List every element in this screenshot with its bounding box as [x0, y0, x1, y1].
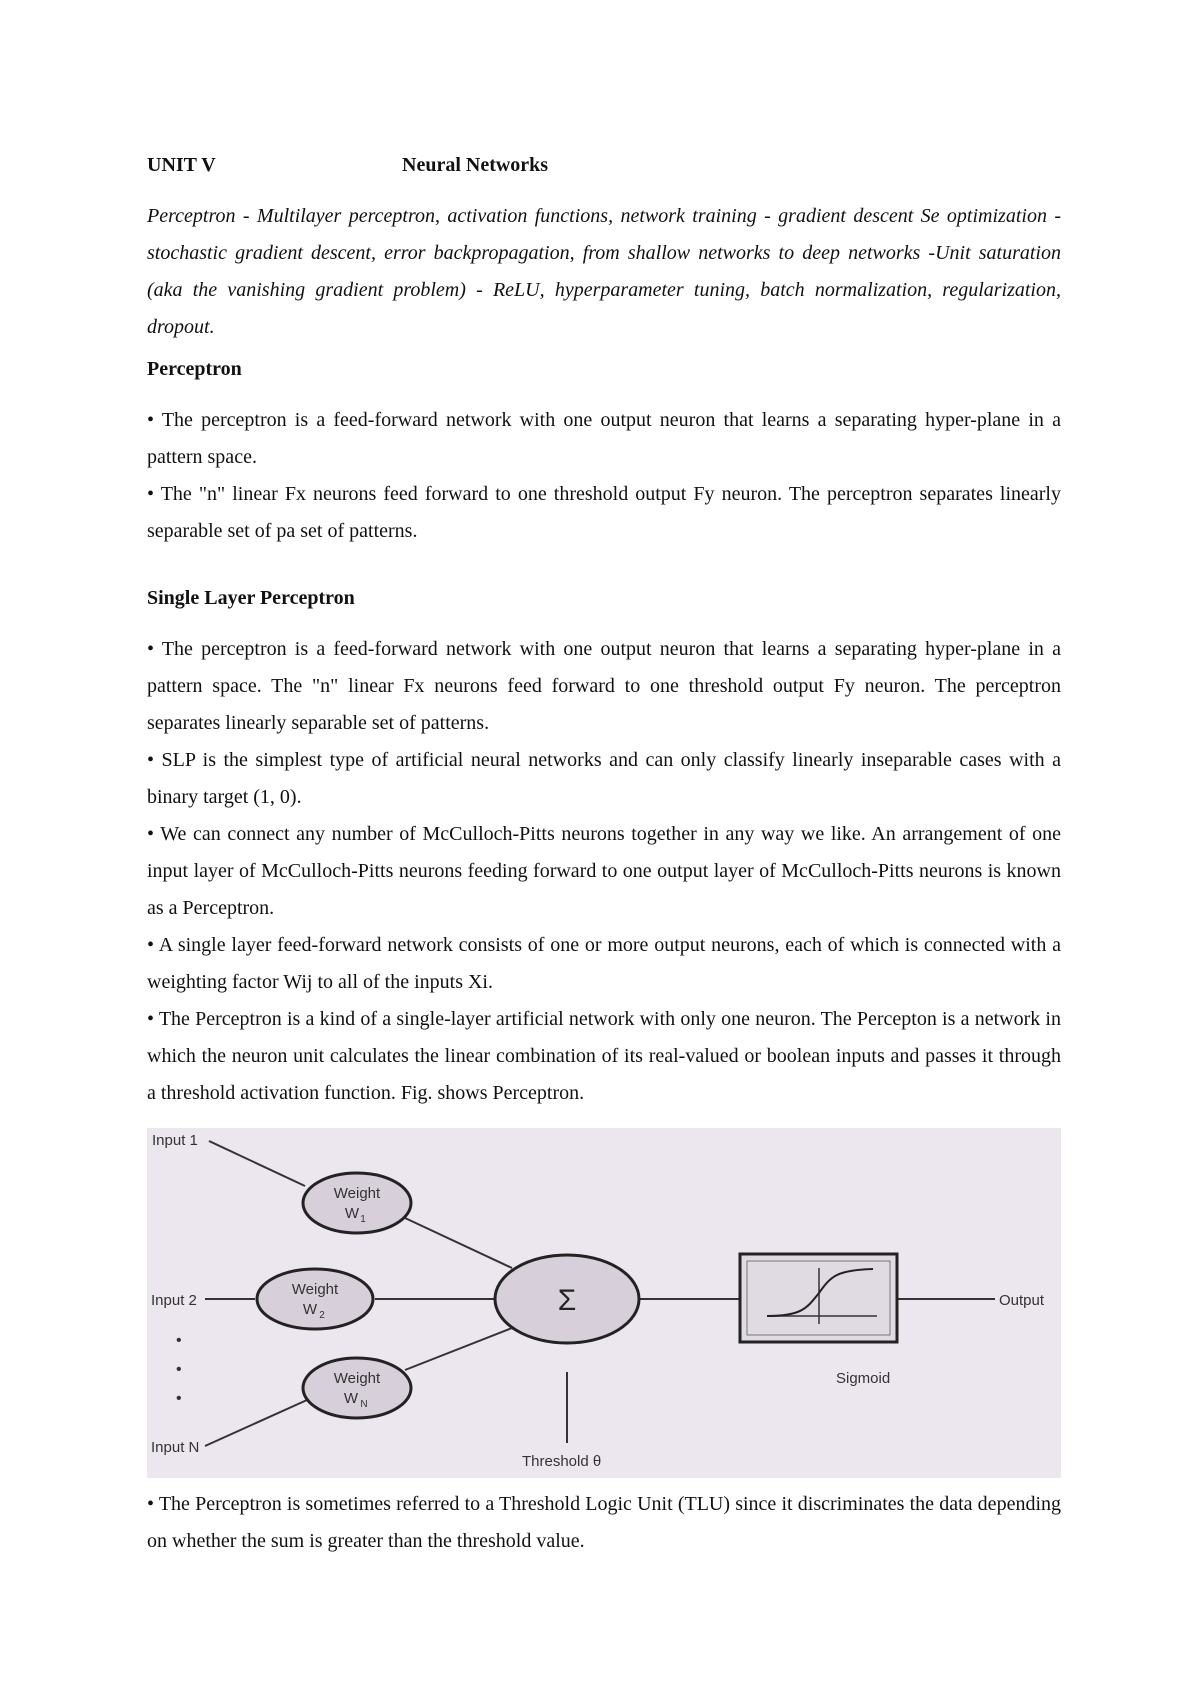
edge-input1-weight1: [209, 1141, 305, 1186]
slp-bullet: • The Perceptron is a kind of a single-layer artificial network with only one neuron. The Percepton is a network in which the neuron unit calculates the linear combination of its real-valued or boolean inputs and passes it through a threshold activation function. Fig. shows Perceptron.: [147, 1008, 1061, 1104]
perceptron-diagram: [147, 1128, 1061, 1478]
weight-symbol: W: [344, 1205, 360, 1222]
syllabus-abstract: Perceptron - Multilayer perceptron, activation functions, network training - gradient descent Se optimization - stochastic gradient descent, error backpropagation, from shallow networks to deep networks -Unit saturation (aka the vanishing gradient problem) - ReLU, hyperparameter tuning, batch normalization, regularization, dropout.: [147, 205, 1061, 338]
edge-inputn-weightn: [205, 1400, 307, 1446]
sigmoid-label: Sigmoid: [836, 1370, 891, 1387]
input-n-label: Input N: [151, 1439, 200, 1456]
slp-bullet: • A single layer feed-forward network consists of one or more output neurons, each of which is connected with a weighting factor Wij to all of the inputs Xi.: [147, 934, 1061, 993]
unit-heading: [147, 154, 549, 177]
threshold-label: Threshold θ: [522, 1453, 602, 1470]
weight-label: Weight: [333, 1370, 381, 1387]
ellipsis-dot: •: [176, 1332, 182, 1349]
slp-bullets: [147, 631, 1061, 1112]
weight-node-2: [257, 1269, 373, 1329]
summation-node: [495, 1255, 639, 1343]
weight-symbol: W: [302, 1301, 318, 1318]
slp-bullet: • We can connect any number of McCulloch-Pitts neurons together in any way we like. An arrangement of one input layer of McCulloch-Pitts neurons feeding forward to one output layer of McCulloch-Pitts neurons is known as a Perceptron.: [147, 823, 1061, 919]
input-1-label: Input 1: [152, 1132, 198, 1149]
slp-bullet: • The perceptron is a feed-forward network with one output neuron that learns a separating hyper-plane in a pattern space. The "n" linear Fx neurons feed forward to one threshold output Fy neuron. The perceptron separates linearly separable set of patterns.: [147, 638, 1061, 734]
ellipsis-dot: •: [176, 1390, 182, 1407]
slp-bullet: • SLP is the simplest type of artificial neural networks and can only classify linearly inseparable cases with a binary target (1, 0).: [147, 749, 1061, 808]
perceptron-bullet: • The "n" linear Fx neurons feed forward to one threshold output Fy neuron. The perceptron separates linearly separable set of pa set of patterns.: [147, 483, 1061, 542]
unit-label: UNIT V: [147, 154, 216, 176]
sigmoid-box: [740, 1254, 897, 1342]
section-title-perceptron: Perceptron: [147, 358, 242, 380]
weight-symbol: W: [343, 1390, 359, 1407]
edge-weight1-sum: [405, 1218, 512, 1268]
sigma-symbol: Σ: [557, 1284, 577, 1317]
perceptron-bullets: [147, 402, 1061, 550]
closing-paragraph: [147, 1486, 1061, 1560]
section-title-single-layer-perceptron: Single Layer Perceptron: [147, 587, 355, 609]
closing-bullet: • The Perceptron is sometimes referred to a Threshold Logic Unit (TLU) since it discriminates the data depending on whether the sum is greater than the threshold value.: [147, 1493, 1061, 1552]
edge-weightn-sum: [405, 1328, 512, 1370]
output-label: Output: [999, 1292, 1045, 1309]
weight-subscript: 2: [319, 1310, 325, 1321]
perceptron-figure: [147, 1128, 1061, 1478]
weight-label: Weight: [333, 1185, 381, 1202]
weight-node-n: [303, 1358, 411, 1418]
unit-title: Neural Networks: [402, 154, 549, 176]
perceptron-bullet: • The perceptron is a feed-forward network with one output neuron that learns a separating hyper-plane in a pattern space.: [147, 409, 1061, 468]
ellipsis-dot: •: [176, 1361, 182, 1378]
weight-subscript: 1: [360, 1214, 366, 1225]
input-2-label: Input 2: [151, 1292, 197, 1309]
weight-label: Weight: [291, 1281, 339, 1298]
weight-node-1: [303, 1173, 411, 1233]
weight-subscript: N: [360, 1399, 368, 1410]
